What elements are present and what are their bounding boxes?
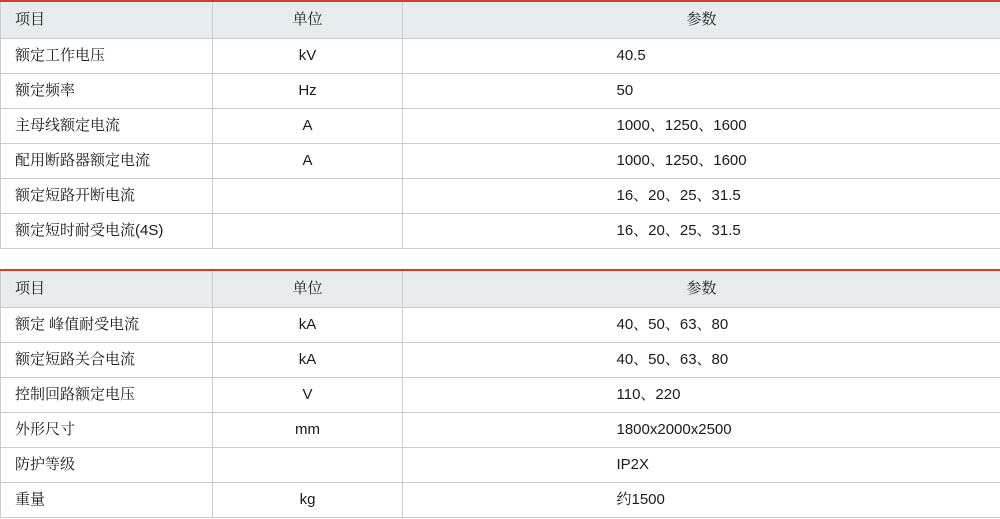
cell-parameter-value: 1800x2000x2500 xyxy=(616,421,732,438)
table-row xyxy=(1,378,1000,413)
table-row xyxy=(1,109,1000,144)
cell-parameter xyxy=(403,343,1000,378)
cell-unit: Hz xyxy=(213,74,403,109)
column-header-unit: 单位 xyxy=(213,1,403,39)
table-row xyxy=(1,413,1000,448)
cell-item: 额定短路开断电流 xyxy=(1,179,213,214)
table-row xyxy=(1,483,1000,518)
table-row xyxy=(1,308,1000,343)
cell-item: 控制回路额定电压 xyxy=(1,378,213,413)
column-header-item: 项目 xyxy=(1,270,213,308)
cell-parameter-value: 16、20、25、31.5 xyxy=(616,187,741,204)
cell-parameter xyxy=(403,214,1000,249)
table-row xyxy=(1,74,1000,109)
cell-item: 配用断路器额定电流 xyxy=(1,144,213,179)
table-row xyxy=(1,343,1000,378)
table-row xyxy=(1,144,1000,179)
cell-parameter xyxy=(403,39,1000,74)
cell-item: 外形尺寸 xyxy=(1,413,213,448)
cell-parameter-value: 约1500 xyxy=(616,491,665,508)
cell-parameter-value: 1000、1250、1600 xyxy=(616,117,747,134)
spec-table-1 xyxy=(0,0,1000,249)
cell-unit xyxy=(213,179,403,214)
cell-parameter-value: IP2X xyxy=(616,456,650,473)
spec-table-2 xyxy=(0,269,1000,518)
table-row xyxy=(1,214,1000,249)
cell-unit: kA xyxy=(213,343,403,378)
cell-parameter-value: 110、220 xyxy=(616,386,681,403)
cell-item: 防护等级 xyxy=(1,448,213,483)
cell-unit: kg xyxy=(213,483,403,518)
table-header-row xyxy=(1,1,1000,39)
cell-parameter xyxy=(403,179,1000,214)
cell-unit: kV xyxy=(213,39,403,74)
column-header-unit: 单位 xyxy=(213,270,403,308)
cell-item: 额定短路关合电流 xyxy=(1,343,213,378)
cell-parameter xyxy=(403,109,1000,144)
cell-item: 额定 峰值耐受电流 xyxy=(1,308,213,343)
cell-parameter-value: 40、50、63、80 xyxy=(616,351,729,368)
cell-unit: V xyxy=(213,378,403,413)
cell-unit: A xyxy=(213,144,403,179)
column-header-parameter: 参数 xyxy=(403,1,1000,39)
column-header-item: 项目 xyxy=(1,1,213,39)
cell-parameter xyxy=(403,378,1000,413)
cell-parameter-value: 50 xyxy=(616,82,634,99)
cell-item: 额定工作电压 xyxy=(1,39,213,74)
cell-item: 重量 xyxy=(1,483,213,518)
cell-unit: mm xyxy=(213,413,403,448)
cell-unit: A xyxy=(213,109,403,144)
cell-unit xyxy=(213,448,403,483)
table-row xyxy=(1,39,1000,74)
column-header-parameter: 参数 xyxy=(403,270,1000,308)
cell-unit: kA xyxy=(213,308,403,343)
cell-unit xyxy=(213,214,403,249)
cell-item: 额定频率 xyxy=(1,74,213,109)
table-row xyxy=(1,179,1000,214)
cell-parameter-value: 16、20、25、31.5 xyxy=(616,222,741,239)
cell-item: 主母线额定电流 xyxy=(1,109,213,144)
cell-parameter-value: 40、50、63、80 xyxy=(616,316,729,333)
cell-parameter xyxy=(403,483,1000,518)
cell-item: 额定短时耐受电流(4S) xyxy=(1,214,213,249)
cell-parameter xyxy=(403,413,1000,448)
cell-parameter xyxy=(403,74,1000,109)
cell-parameter-value: 40.5 xyxy=(616,47,646,64)
table-header-row xyxy=(1,270,1000,308)
cell-parameter-value: 1000、1250、1600 xyxy=(616,152,747,169)
cell-parameter xyxy=(403,144,1000,179)
table-row xyxy=(1,448,1000,483)
cell-parameter xyxy=(403,308,1000,343)
cell-parameter xyxy=(403,448,1000,483)
